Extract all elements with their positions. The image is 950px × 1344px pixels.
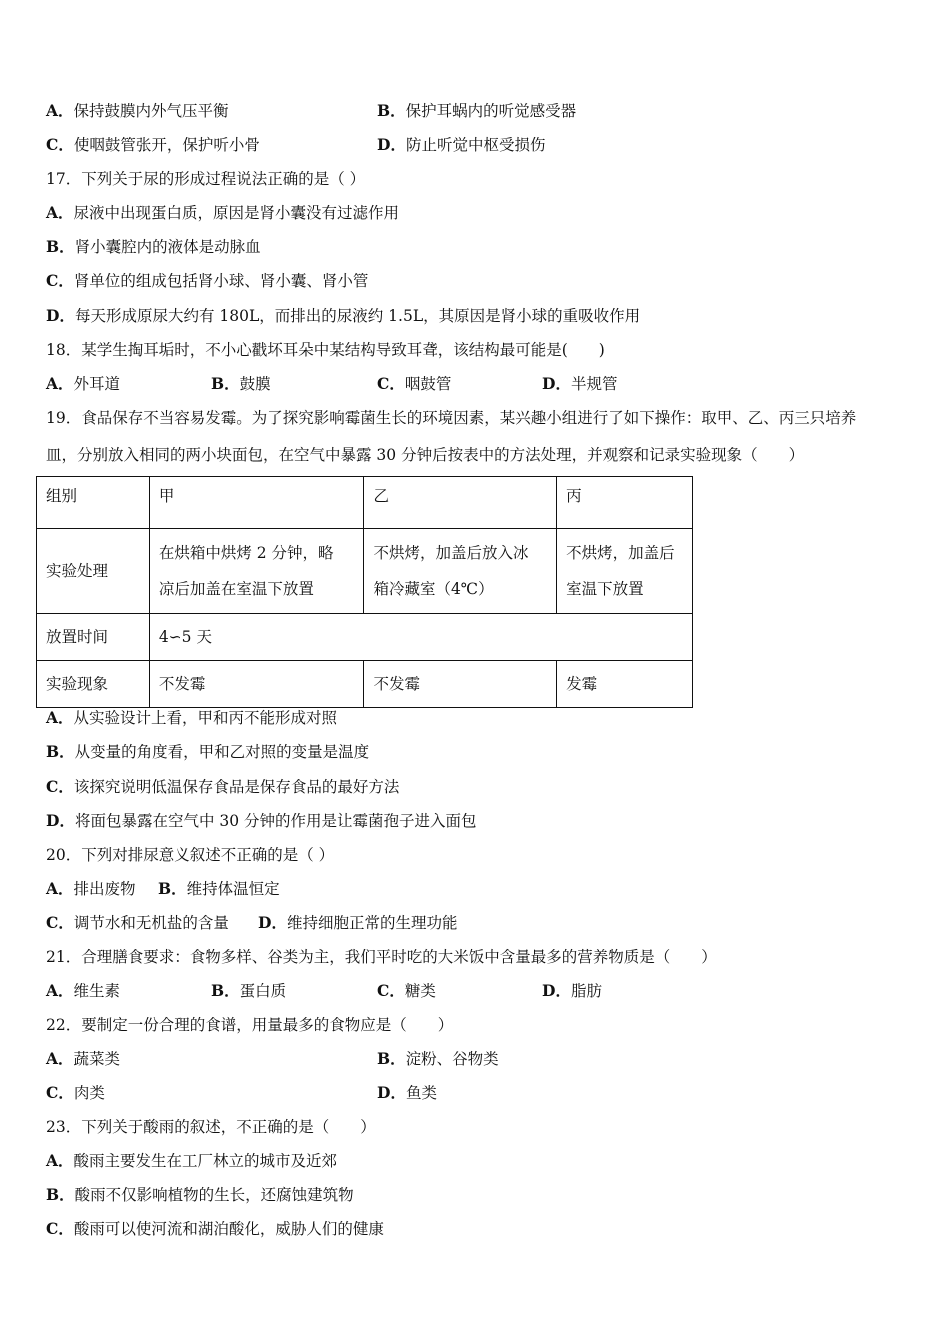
treatment-bing [557,529,693,614]
option-letter: C． [377,981,405,1000]
option-letter: A． [46,879,74,898]
option-letter: B． [377,101,406,120]
option-letter: C． [46,913,74,932]
option-letter: B． [211,981,240,1000]
q22-option-c [46,1082,105,1104]
option-text: 肾单位的组成包括肾小球、肾小囊、肾小管 [73,272,369,290]
option-letter: C． [46,1219,74,1238]
option-letter: C． [377,374,405,393]
q19-option-a [46,707,337,729]
option-letter: D． [377,135,406,154]
option-letter: C． [46,135,74,154]
option-text: 排出废物 [73,880,136,898]
option-text: 蛋白质 [239,982,287,1000]
option-text: 肾小囊腔内的液体是动脉血 [74,238,261,256]
table-row-header [37,477,693,529]
q16-option-c [46,134,260,156]
option-text: 咽鼓管 [404,375,452,393]
option-letter: D． [258,913,287,932]
option-letter: B． [211,374,240,393]
header-bing: 丙 [557,477,693,529]
option-text: 防止听觉中枢受损伤 [405,136,546,154]
q16-option-b [377,100,576,122]
option-text: 将面包暴露在空气中 30 分钟的作用是让霉菌孢子进入面包 [74,812,477,830]
option-letter: A． [46,101,74,120]
q18-option-b [211,373,271,395]
option-text: 鼓膜 [239,375,271,393]
option-text: 糖类 [404,982,436,1000]
q17-option-c [46,270,368,292]
table-row-treatment [37,529,693,614]
option-text: 酸雨主要发生在工厂林立的城市及近郊 [73,1152,338,1170]
option-text: 淀粉、谷物类 [405,1050,499,1068]
option-letter: D． [542,981,571,1000]
q16-option-a [46,100,229,122]
option-letter: A． [46,708,74,727]
option-text: 使咽鼓管张开，保护听小骨 [73,136,260,154]
option-letter: A． [46,1151,74,1170]
option-letter: B． [377,1049,406,1068]
q21-option-a [46,980,120,1002]
q23-option-b [46,1184,354,1206]
q18-option-c [377,373,451,395]
q22-stem: 22．要制定一份合理的食谱，用量最多的食物应是（ ） [46,1016,454,1034]
option-text: 维生素 [73,982,121,1000]
result-label: 实验现象 [37,661,150,708]
option-letter: B． [46,742,75,761]
option-text: 酸雨可以使河流和湖泊酸化，威胁人们的健康 [73,1220,384,1238]
q18-option-d [542,373,617,395]
option-letter: A． [46,374,74,393]
q19-option-c [46,776,399,798]
option-letter: D． [377,1083,406,1102]
q21-option-c [377,980,436,1002]
q18-stem: 18．某学生掏耳垢时，不小心戳坏耳朵中某结构导致耳聋，该结构最可能是( ) [46,341,605,359]
q23-option-c [46,1218,384,1240]
option-text: 鱼类 [405,1084,437,1102]
table-row-time [37,614,693,661]
option-text: 外耳道 [73,375,121,393]
q17-option-d [46,305,640,327]
treatment-label: 实验处理 [37,529,150,614]
option-text: 该探究说明低温保存食品是保存食品的最好方法 [73,778,400,796]
q19-stem-line-2: 皿，分别放入相同的两小块面包，在空气中暴露 30 分钟后按表中的方法处理，并观察和记录实验现象（ ） [46,446,805,464]
option-letter: A． [46,981,74,1000]
option-text: 保持鼓膜内外气压平衡 [73,102,229,120]
q18-option-a [46,373,120,395]
option-letter: A． [46,1049,74,1068]
q21-stem: 21．合理膳食要求：食物多样、谷类为主，我们平时吃的大米饭中含量最多的营养物质是（ ） [46,948,717,966]
option-text: 保护耳蜗内的听觉感受器 [405,102,577,120]
q19-option-d [46,810,477,832]
treatment-bing-line-2: 室温下放置 [566,580,644,598]
q21-option-d [542,980,602,1002]
option-text: 酸雨不仅影响植物的生长，还腐蚀建筑物 [74,1186,354,1204]
q23-option-a [46,1150,337,1172]
q22-option-b [377,1048,499,1070]
option-text: 调节水和无机盐的含量 [73,914,229,932]
option-text: 维持体温恒定 [186,880,280,898]
option-text: 维持细胞正常的生理功能 [286,914,458,932]
result-yi: 不发霉 [364,661,557,708]
option-text: 脂肪 [570,982,602,1000]
q20-option-b [158,878,280,900]
q20-option-a [46,878,136,900]
treatment-yi [364,529,557,614]
q23-stem: 23．下列关于酸雨的叙述，不正确的是（ ） [46,1118,376,1136]
option-letter: B． [46,237,75,256]
q22-option-d [377,1082,437,1104]
result-bing: 发霉 [557,661,693,708]
option-text: 半规管 [570,375,618,393]
experiment-table [36,476,693,708]
table-row-result [37,661,693,708]
q20-option-d [258,912,457,934]
time-label: 放置时间 [37,614,150,661]
q17-stem: 17．下列关于尿的形成过程说法正确的是（ ） [46,170,366,188]
option-text: 每天形成原尿大约有 180L，而排出的尿液约 1.5L，其原因是肾小球的重吸收作用 [74,307,641,325]
treatment-jia-line-1: 在烘箱中烘烤 2 分钟，略 [158,544,334,562]
result-jia: 不发霉 [149,661,364,708]
option-letter: C． [46,777,74,796]
option-text: 从变量的角度看，甲和乙对照的变量是温度 [74,743,370,761]
treatment-jia [149,529,364,614]
option-text: 尿液中出现蛋白质，原因是肾小囊没有过滤作用 [73,204,400,222]
header-group: 组别 [37,477,150,529]
option-letter: D． [542,374,571,393]
time-value: 4∽5 天 [149,614,692,661]
q17-option-b [46,236,261,258]
option-letter: A． [46,203,74,222]
treatment-bing-line-1: 不烘烤，加盖后 [566,544,675,562]
q19-option-b [46,741,369,763]
option-letter: D． [46,306,75,325]
option-letter: C． [46,1083,74,1102]
option-letter: C． [46,271,74,290]
option-letter: B． [158,879,187,898]
q17-option-a [46,202,399,224]
treatment-yi-line-2: 箱冷藏室（4℃） [373,580,494,598]
q16-option-d [377,134,545,156]
treatment-jia-line-2: 凉后加盖在室温下放置 [158,580,314,598]
header-yi: 乙 [364,477,557,529]
header-jia: 甲 [149,477,364,529]
q21-option-b [211,980,286,1002]
option-letter: B． [46,1185,75,1204]
q20-option-c [46,912,229,934]
option-text: 肉类 [73,1084,105,1102]
option-text: 蔬菜类 [73,1050,121,1068]
option-letter: D． [46,811,75,830]
q22-option-a [46,1048,120,1070]
q19-stem-line-1: 19．食品保存不当容易发霉。为了探究影响霉菌生长的环境因素，某兴趣小组进行了如下操作：取甲、乙、丙三只培养 [46,409,857,427]
treatment-yi-line-1: 不烘烤，加盖后放入冰 [373,544,529,562]
option-text: 从实验设计上看，甲和丙不能形成对照 [73,709,338,727]
q20-stem: 20．下列对排尿意义叙述不正确的是（ ） [46,846,335,864]
